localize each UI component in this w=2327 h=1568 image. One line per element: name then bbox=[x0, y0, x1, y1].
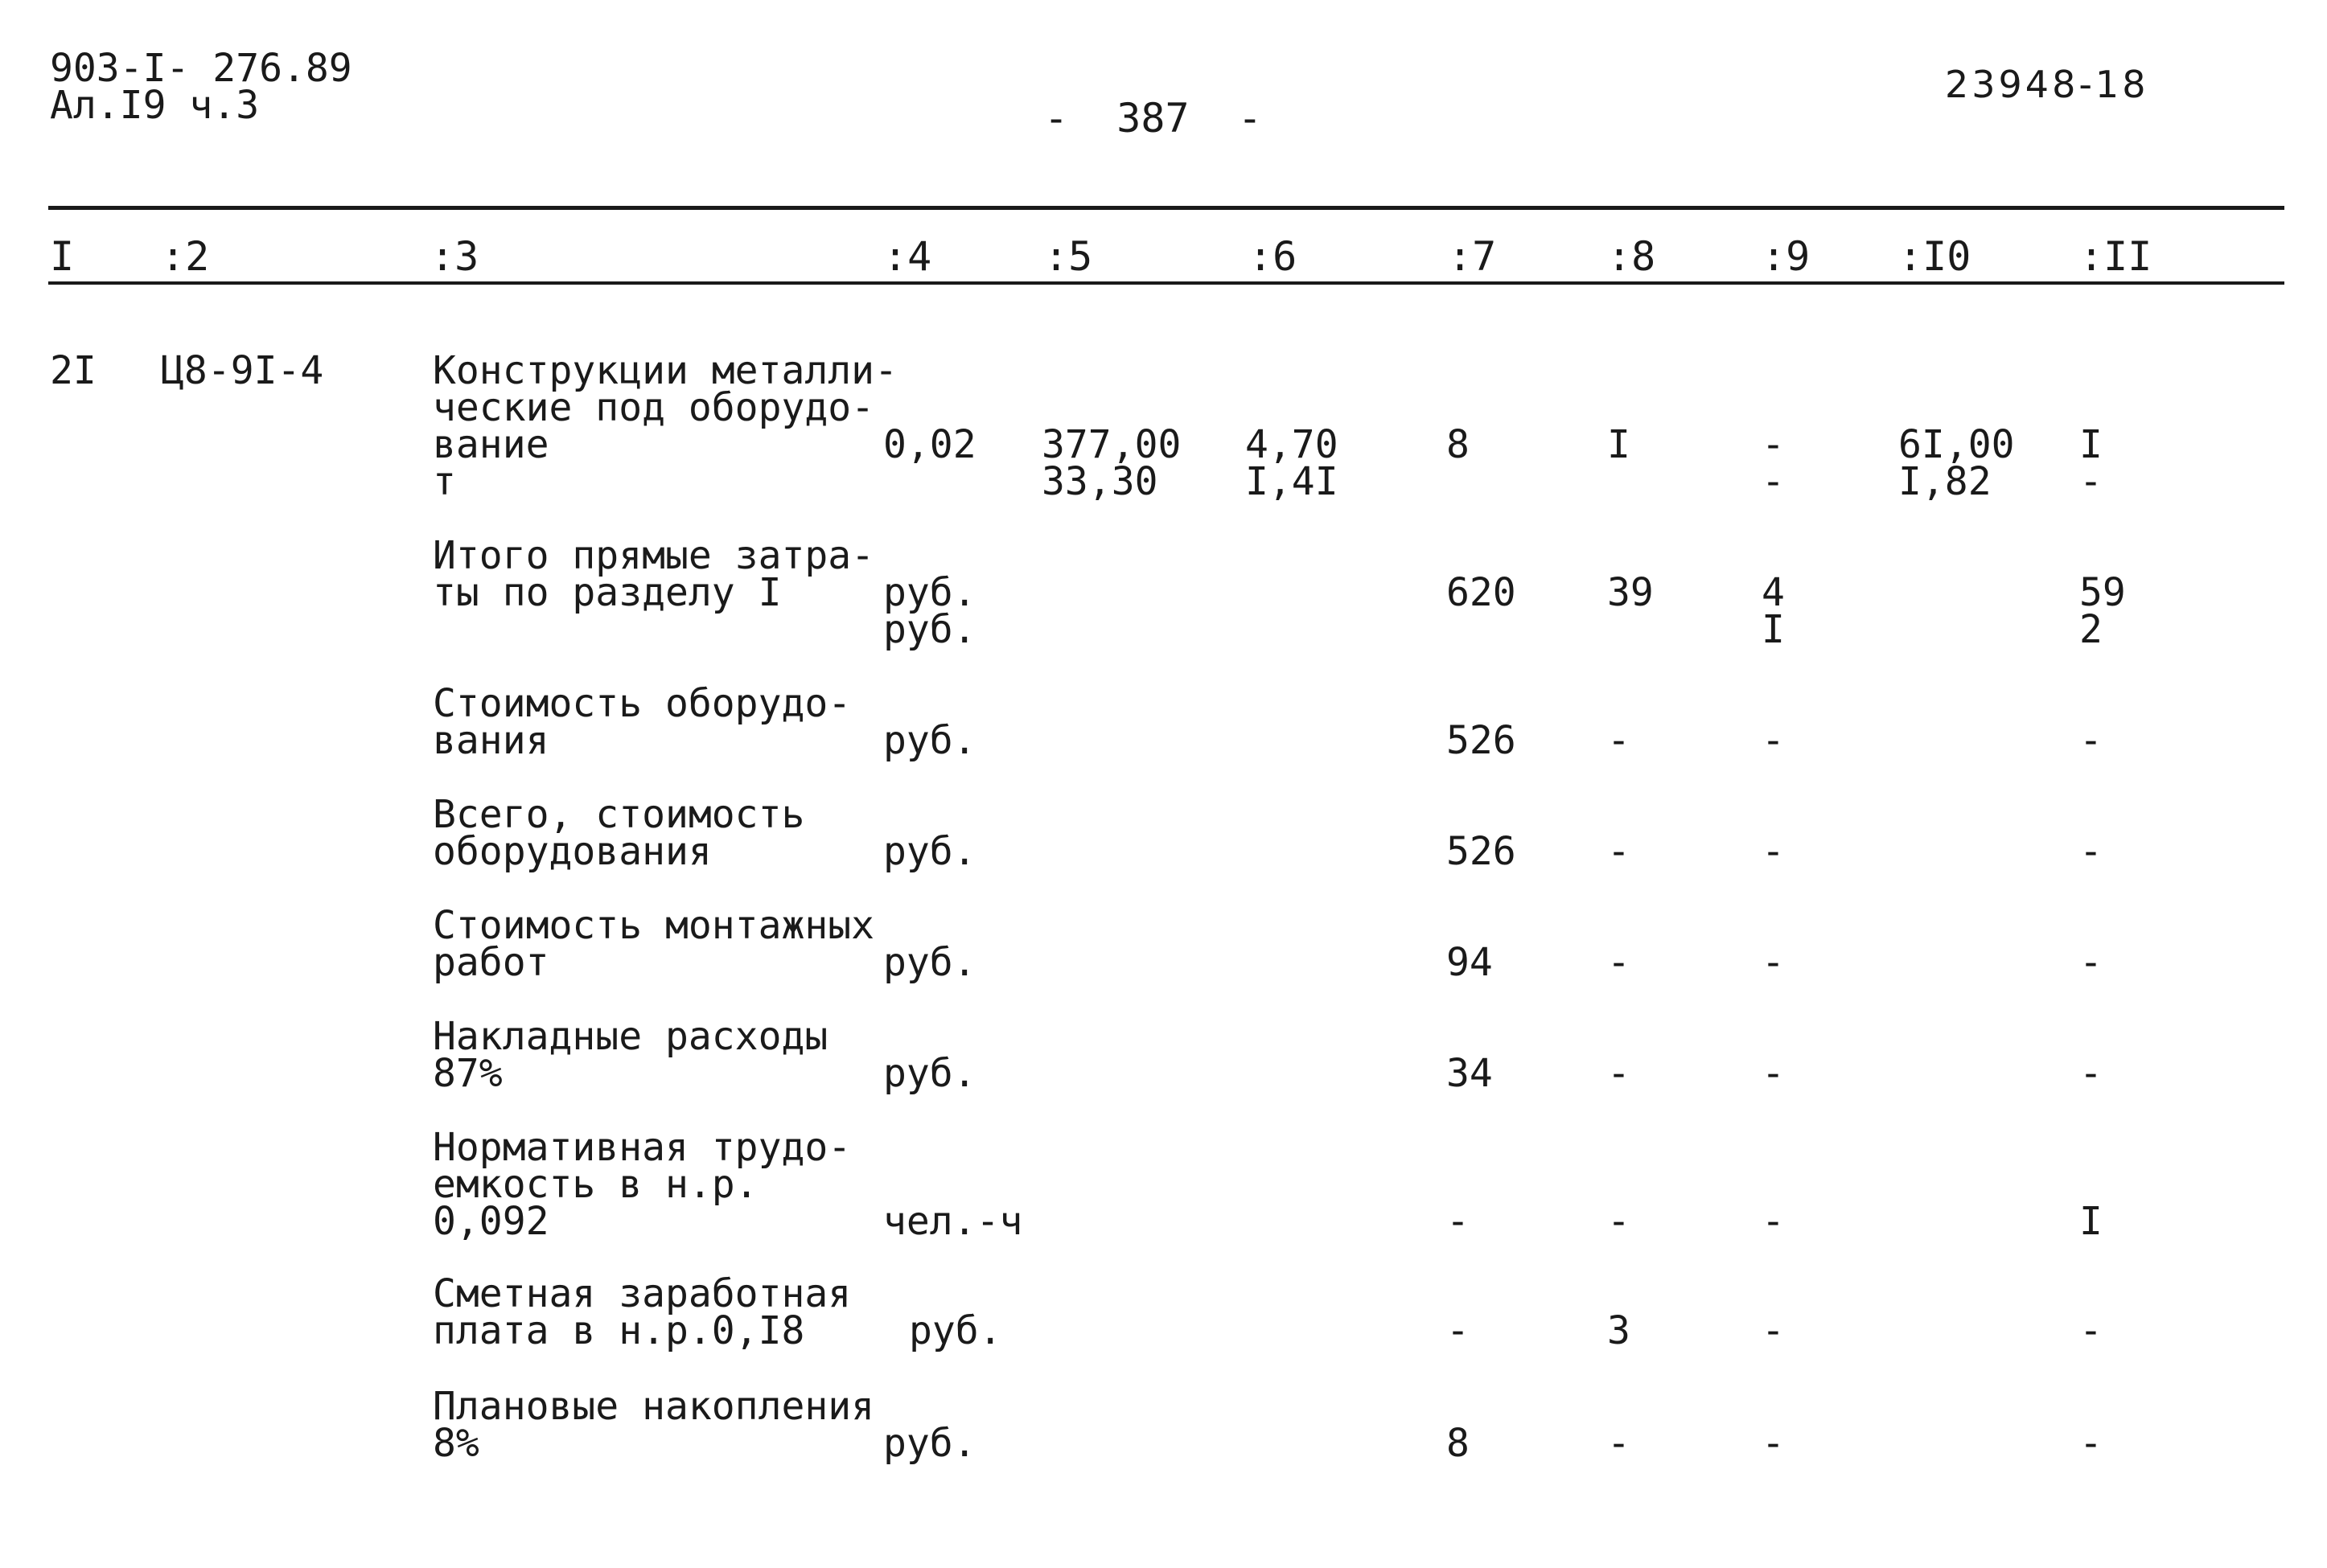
cell-col8: - bbox=[1607, 1199, 1630, 1244]
cell-col9: - bbox=[1762, 1421, 1785, 1466]
price-code: Ц8-9I-4 bbox=[161, 348, 324, 393]
cell-col4: 0,02 bbox=[883, 422, 976, 467]
cell-col4: руб. bbox=[883, 1051, 976, 1096]
row-description: Итого прямые затра- ты по разделу I bbox=[433, 533, 875, 615]
cell-col8: 39 bbox=[1607, 570, 1654, 615]
cell-col8: - bbox=[1607, 718, 1630, 763]
cell-col11: 59 2 bbox=[2079, 570, 2126, 652]
column-header: :4 bbox=[883, 233, 932, 280]
cell-col11: - bbox=[2079, 1308, 2103, 1353]
cell-col4: руб. bbox=[909, 1308, 1002, 1353]
row-number: 2I bbox=[50, 348, 97, 393]
cell-col11: - bbox=[2079, 940, 2103, 985]
cell-col7: 526 bbox=[1446, 829, 1516, 874]
cell-col9: - bbox=[1762, 940, 1785, 985]
cell-col8: - bbox=[1607, 1421, 1630, 1466]
row-description: Стоимость монтажных работ bbox=[433, 903, 875, 985]
column-header: :7 bbox=[1448, 233, 1497, 280]
cell-col7: - bbox=[1446, 1308, 1470, 1353]
page-number: - 387 - bbox=[1044, 95, 1262, 142]
row-description: Накладные расходы 87% bbox=[433, 1014, 828, 1096]
column-header: :5 bbox=[1044, 233, 1093, 280]
cell-col9: - bbox=[1762, 718, 1785, 763]
cell-col7: 620 bbox=[1446, 570, 1516, 615]
cell-col4: чел.-ч bbox=[883, 1199, 1023, 1244]
cell-col9: - bbox=[1762, 1051, 1785, 1096]
cell-col9: - bbox=[1762, 1199, 1785, 1244]
cell-col8: - bbox=[1607, 1051, 1630, 1096]
cell-col11: - bbox=[2079, 718, 2103, 763]
row-description: Сметная заработная плата в н.р.0,I8 bbox=[433, 1271, 852, 1353]
column-header: :II bbox=[2079, 233, 2152, 280]
document-code: 903-I- 276.89 bbox=[50, 46, 352, 91]
row-description: Конструкции металли- ческие под оборудо- вание т bbox=[433, 348, 898, 504]
cell-col7: 8 bbox=[1446, 1421, 1470, 1466]
table-header-rule bbox=[48, 281, 2284, 285]
cell-col11: I bbox=[2079, 1199, 2103, 1244]
column-header: :9 bbox=[1762, 233, 1811, 280]
column-header: :3 bbox=[430, 233, 479, 280]
cell-col4: руб. bbox=[883, 718, 976, 763]
column-header: :I0 bbox=[1898, 233, 1971, 280]
column-header: :8 bbox=[1607, 233, 1656, 280]
cell-col11: - bbox=[2079, 829, 2103, 874]
cell-col11: - bbox=[2079, 1051, 2103, 1096]
row-description: Плановые накопления 8% bbox=[433, 1384, 875, 1466]
cell-col4: руб. bbox=[883, 829, 976, 874]
column-header: I bbox=[50, 233, 75, 280]
row-description: Всего, стоимость оборудования bbox=[433, 792, 805, 874]
cell-col9: 4 I bbox=[1762, 570, 1785, 652]
cell-col7: 94 bbox=[1446, 940, 1493, 985]
cell-col8: 3 bbox=[1607, 1308, 1630, 1353]
archive-stamp: 23948-18 bbox=[1945, 63, 2149, 106]
cell-col4: руб. bbox=[883, 940, 976, 985]
cell-col4: руб. bbox=[883, 1421, 976, 1466]
row-description: Нормативная трудо- емкость в н.р. 0,092 bbox=[433, 1125, 852, 1244]
cell-col6: 4,70 I,4I bbox=[1245, 422, 1338, 504]
cell-col11: I - bbox=[2079, 422, 2103, 504]
cell-col9: - - bbox=[1762, 422, 1785, 504]
cell-col10: 6I,00 I,82 bbox=[1898, 422, 2015, 504]
cell-col5: 377,00 33,30 bbox=[1042, 422, 1182, 504]
row-description: Стоимость оборудо- вания bbox=[433, 681, 852, 763]
cell-col7: 34 bbox=[1446, 1051, 1493, 1096]
cell-col7: - bbox=[1446, 1199, 1470, 1244]
cell-col7: 526 bbox=[1446, 718, 1516, 763]
cell-col8: - bbox=[1607, 829, 1630, 874]
sheet-label: Ал.I9 ч.3 bbox=[50, 83, 260, 128]
table-top-rule bbox=[48, 206, 2284, 210]
cell-col4: руб. руб. bbox=[883, 570, 976, 652]
cell-col9: - bbox=[1762, 829, 1785, 874]
cell-col8: - bbox=[1607, 940, 1630, 985]
cell-col11: - bbox=[2079, 1421, 2103, 1466]
cell-col7: 8 bbox=[1446, 422, 1470, 467]
cell-col8: I bbox=[1607, 422, 1630, 467]
cell-col9: - bbox=[1762, 1308, 1785, 1353]
column-header: :6 bbox=[1248, 233, 1297, 280]
column-header: :2 bbox=[161, 233, 210, 280]
